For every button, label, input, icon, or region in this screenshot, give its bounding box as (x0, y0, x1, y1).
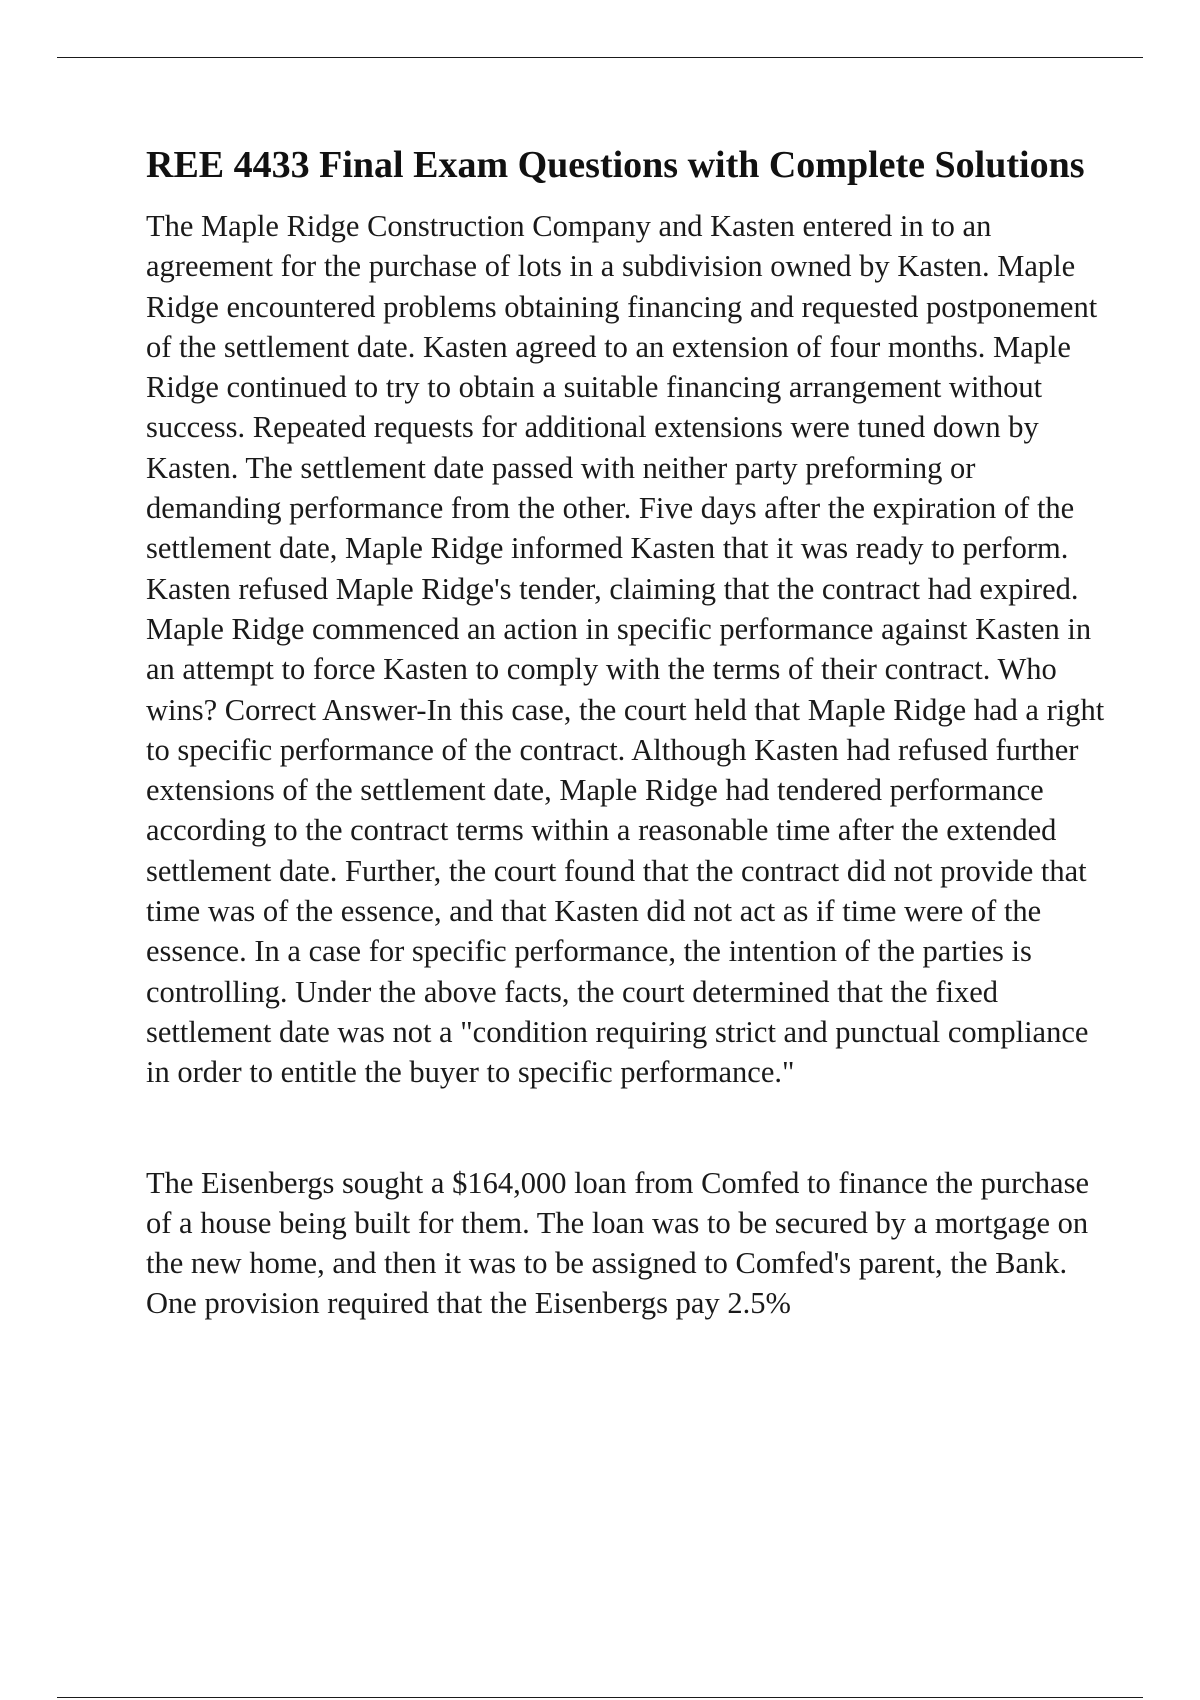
page-content (146, 140, 1106, 1324)
question-paragraph-1: The Maple Ridge Construction Company and Kasten entered in to an agreement for the purchase of lots in a subdivision owned by Kasten. Maple Ridge encountered problems obtaining financing and requested postponement of the settlement date. Kasten agreed to an extension of four months. Maple Ridge continued to try to obtain a suitable financing arrangement without success. Repeated requests for additional extensions were tuned down by Kasten. The settlement date passed with neither party preforming or demanding performance from the other. Five days after the expiration of the settlement date, Maple Ridge informed Kasten that it was ready to perform. Kasten refused Maple Ridge's tender, claiming that the contract had expired. Maple Ridge commenced an action in specific performance against Kasten in an attempt to force Kasten to comply with the terms of their contract. Who wins? Correct Answer-In this case, the court held that Maple Ridge had a right to specific performance of the contract. Although Kasten had refused further extensions of the settlement date, Maple Ridge had tendered performance according to the contract terms within a reasonable time after the extended settlement date. Further, the court found that the contract did not provide that time was of the essence, and that Kasten did not act as if time were of the essence. In a case for specific performance, the intention of the parties is controlling. Under the above facts, the court determined that the fixed settlement date was not a "condition requiring strict and punctual compliance in order to entitle the buyer to specific performance." (146, 209, 1105, 1090)
question-paragraph-2: The Eisenbergs sought a $164,000 loan from Comfed to finance the purchase of a house being built for them. The loan was to be secured by a mortgage on the new home, and then it was to be assigned to Comfed's parent, the Bank. One provision required that the Eisenbergs pay 2.5% (146, 1165, 1089, 1321)
document-title: REE 4433 Final Exam Questions with Complete Solutions (146, 144, 1085, 186)
bottom-divider (57, 1697, 1143, 1698)
top-divider (57, 57, 1143, 58)
